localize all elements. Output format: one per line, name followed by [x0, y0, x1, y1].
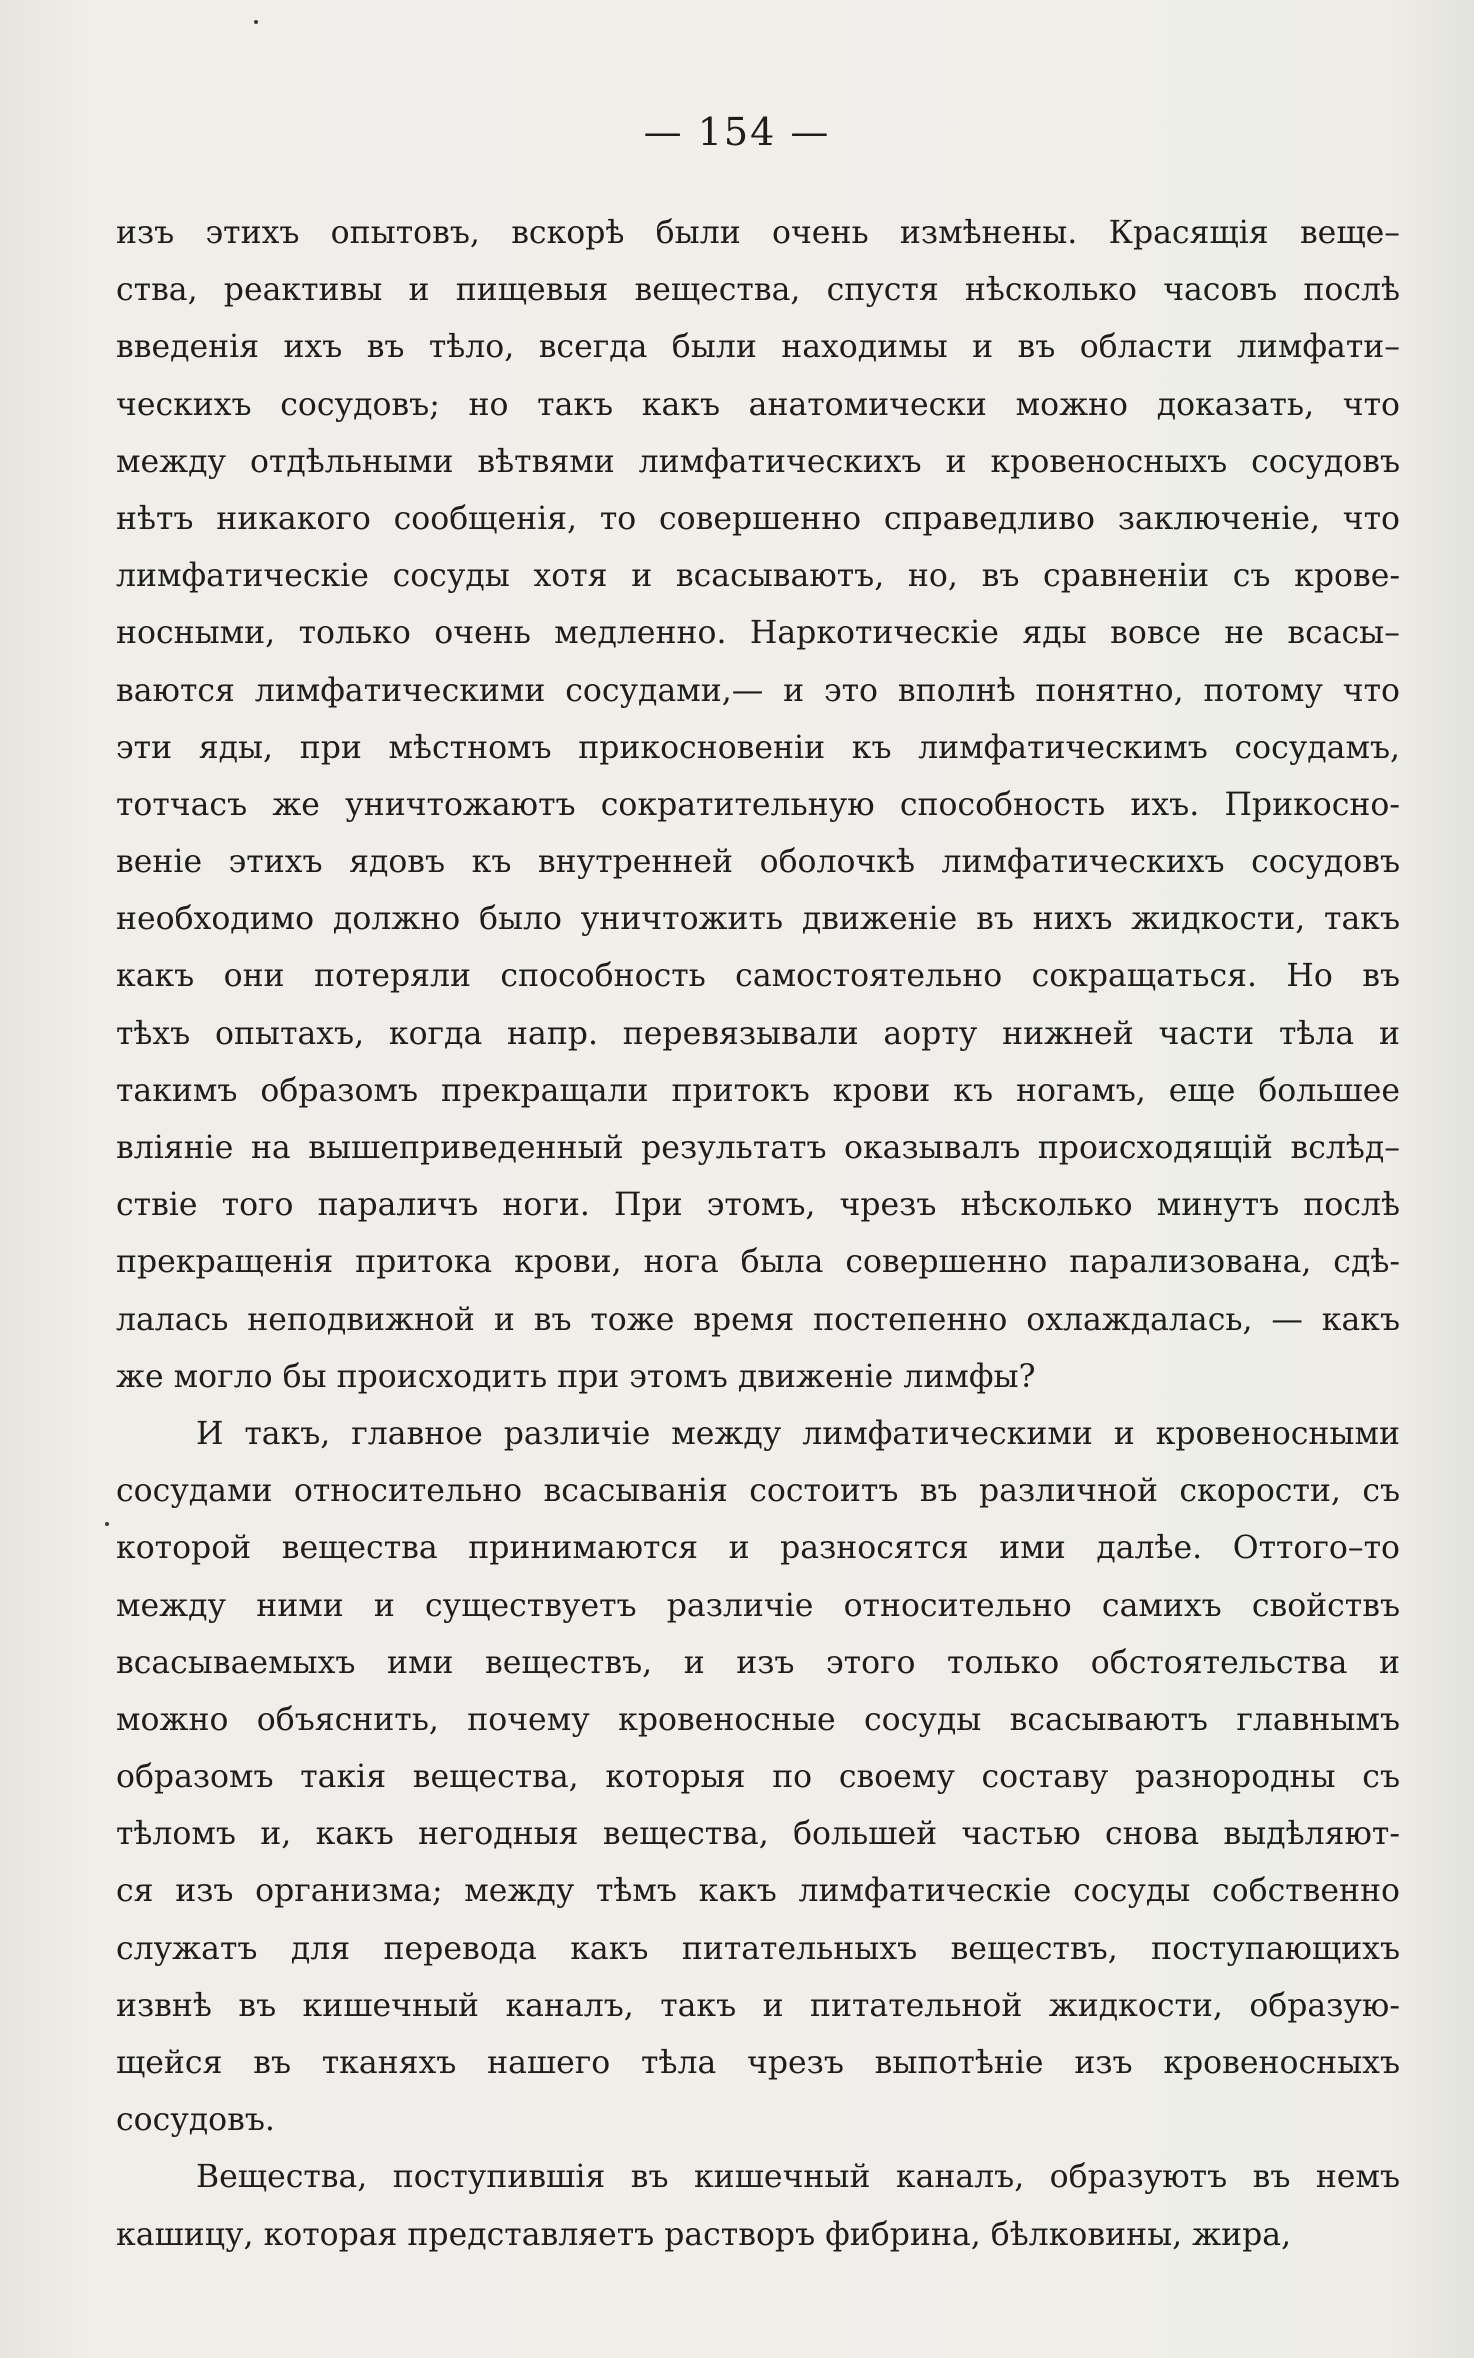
text-line: вліяніе на вышеприведенный результатъ оказывалъ происходящій вслѣд–: [116, 1130, 1400, 1166]
text-line: которой вещества принимаются и разносятся ими далѣе. Оттого–то: [116, 1530, 1400, 1567]
text-line: И такъ, главное различіе между лимфатическими и кровеносными: [196, 1415, 1400, 1452]
text-line: нѣтъ никакого сообщенія, то совершенно справедливо заключеніе, что: [116, 500, 1400, 537]
text-line: какъ они потеряли способность самостоятельно сокращаться. Но въ: [116, 958, 1400, 995]
text-line: тѣломъ и, какъ негодныя вещества, большей частью снова выдѣляют-: [116, 1816, 1400, 1853]
paragraph: [116, 205, 1400, 1406]
page-number: — 154 —: [643, 110, 831, 154]
ink-speck: [254, 20, 258, 24]
text-line: между ними и существуетъ различіе относительно самихъ свойствъ: [116, 1587, 1400, 1624]
text-line: служатъ для перевода какъ питательныхъ веществъ, поступающихъ: [116, 1930, 1400, 1967]
ink-speck: [105, 1522, 109, 1526]
text-line: сосудами относительно всасыванія состоитъ въ различной скорости, съ: [116, 1473, 1400, 1510]
text-body: [116, 205, 1400, 2264]
text-line: между отдѣльными вѣтвями лимфатическихъ и кровеносныхъ сосудовъ: [116, 443, 1400, 480]
text-line: веніе этихъ ядовъ къ внутренней оболочкѣ лимфатическихъ сосудовъ: [116, 844, 1400, 881]
text-line: щейся въ тканяхъ нашего тѣла чрезъ выпотѣніе изъ кровеносныхъ: [116, 2045, 1400, 2081]
text-line: такимъ образомъ прекращали притокъ крови къ ногамъ, еще большее: [116, 1072, 1400, 1109]
text-line: ваются лимфатическими сосудами,— и это вполнѣ понятно, потому что: [116, 672, 1400, 709]
text-line: носными, только очень медленно. Наркотическіе яды вовсе не всасы–: [116, 615, 1400, 652]
text-line: лалась неподвижной и въ тоже время постепенно охлаждалась, — какъ: [116, 1301, 1400, 1338]
text-line: эти яды, при мѣстномъ прикосновеніи къ лимфатическимъ сосудамъ,: [116, 729, 1400, 766]
text-line: же могло бы происходить при этомъ движеніе лимфы?: [116, 1358, 1036, 1395]
text-line: ческихъ сосудовъ; но такъ какъ анатомически можно доказать, что: [116, 386, 1400, 423]
text-line: ся изъ организма; между тѣмъ какъ лимфатическіе сосуды собственно: [116, 1873, 1400, 1910]
text-line: тотчасъ же уничтожаютъ сократительную способность ихъ. Прикосно-: [116, 786, 1400, 823]
text-line: извнѣ въ кишечный каналъ, такъ и питательной жидкости, образую-: [116, 1987, 1400, 2024]
text-line: ствіе того параличъ ноги. При этомъ, чрезъ нѣсколько минутъ послѣ: [116, 1187, 1400, 1224]
text-line: всасываемыхъ ими веществъ, и изъ этого только обстоятельства и: [116, 1644, 1400, 1681]
text-line: тѣхъ опытахъ, когда напр. перевязывали аорту нижней части тѣла и: [116, 1015, 1400, 1052]
text-line: введенія ихъ въ тѣло, всегда были находимы и въ области лимфати–: [116, 329, 1400, 366]
text-line: прекращенія притока крови, нога была совершенно парализована, сдѣ-: [116, 1244, 1400, 1281]
text-line: изъ этихъ опытовъ, вскорѣ были очень измѣнены. Красящія веще–: [116, 215, 1400, 251]
text-line: ства, реактивы и пищевыя вещества, спустя нѣсколько часовъ послѣ: [116, 272, 1400, 309]
text-line: сосудовъ.: [116, 2102, 275, 2139]
paragraph: [116, 2149, 1400, 2263]
text-line: лимфатическіе сосуды хотя и всасываютъ, но, въ сравненіи съ крове-: [116, 558, 1400, 595]
text-line: можно объяснить, почему кровеносные сосуды всасываютъ главнымъ: [116, 1701, 1400, 1738]
text-line: Вещества, поступившія въ кишечный каналъ, образуютъ въ немъ: [196, 2159, 1400, 2196]
text-line: необходимо должно было уничтожить движеніе въ нихъ жидкости, такъ: [116, 901, 1400, 938]
text-line: кашицу, которая представляетъ растворъ фибрина, бѣлковины, жира,: [116, 2216, 1292, 2253]
paragraph: [116, 1406, 1400, 2149]
text-line: образомъ такія вещества, которыя по своему составу разнородны съ: [116, 1759, 1400, 1796]
